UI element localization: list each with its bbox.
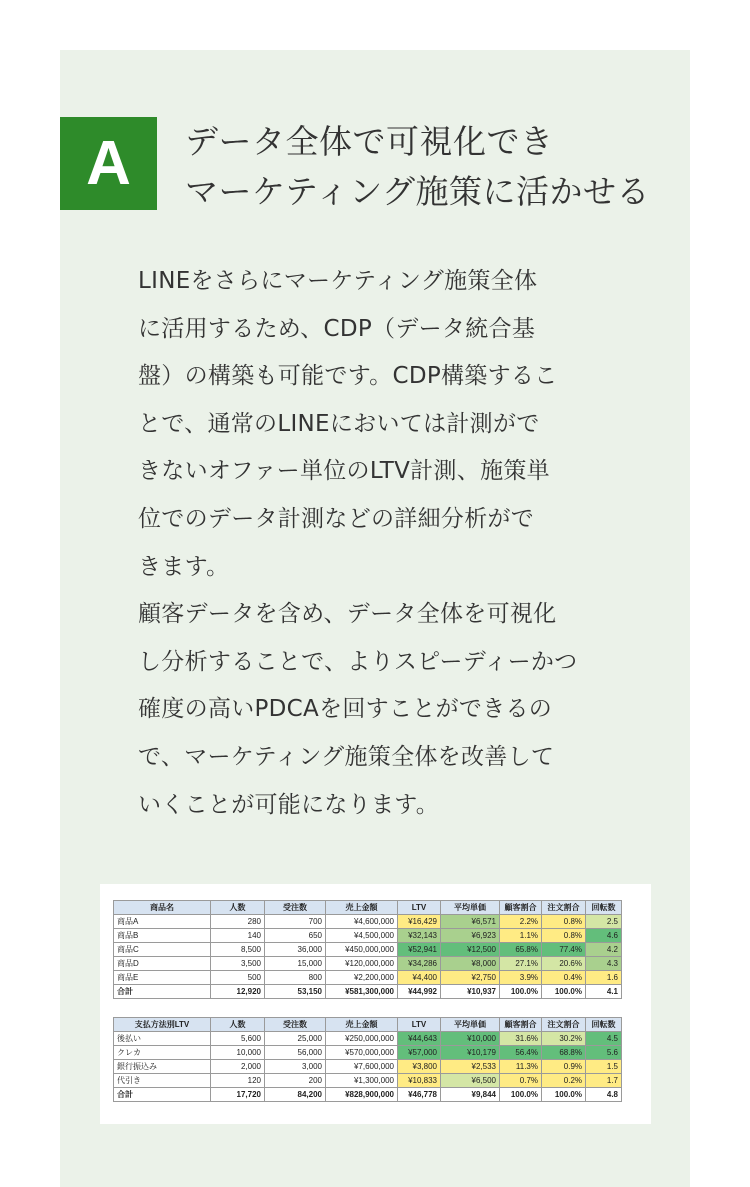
table-cell: 700 — [265, 915, 326, 929]
total-cell: 合計 — [114, 1088, 211, 1102]
table-cell: 68.8% — [542, 1046, 586, 1060]
table-header-row — [114, 901, 622, 915]
body-line: 盤）の構築も可能です。CDP構築するこ — [138, 363, 558, 390]
table-cell: 1.5 — [586, 1060, 622, 1074]
table-cell: ¥10,000 — [441, 1032, 500, 1046]
table-cell: 5,600 — [211, 1032, 265, 1046]
table-cell: 140 — [211, 929, 265, 943]
title-line-1: データ全体で可視化でき — [185, 122, 554, 161]
table-cell: 30.2% — [542, 1032, 586, 1046]
table-cell: 3,000 — [265, 1060, 326, 1074]
total-cell: 100.0% — [500, 1088, 542, 1102]
table-total-row — [114, 985, 622, 999]
section-title — [185, 117, 685, 217]
column-header: 回転数 — [586, 1018, 622, 1032]
product-ltv-table — [113, 900, 622, 999]
table-cell: 後払い — [114, 1032, 211, 1046]
table-row — [114, 943, 622, 957]
table-row — [114, 957, 622, 971]
total-cell: 4.1 — [586, 985, 622, 999]
table-cell: 0.4% — [542, 971, 586, 985]
column-header: 顧客割合 — [500, 1018, 542, 1032]
body-line: 位でのデータ計測などの詳細分析がで — [138, 505, 535, 532]
column-header: 人数 — [211, 1018, 265, 1032]
table-cell: ¥570,000,000 — [326, 1046, 398, 1060]
column-header: LTV — [398, 901, 441, 915]
table-cell: 5.6 — [586, 1046, 622, 1060]
table-cell: 4.2 — [586, 943, 622, 957]
total-cell: 4.8 — [586, 1088, 622, 1102]
column-header: 商品名 — [114, 901, 211, 915]
table-cell: 1.7 — [586, 1074, 622, 1088]
column-header: 受注数 — [265, 901, 326, 915]
table-cell: ¥6,500 — [441, 1074, 500, 1088]
table-cell: ¥32,143 — [398, 929, 441, 943]
table-cell: ¥4,400 — [398, 971, 441, 985]
section-badge: A — [60, 117, 157, 210]
table-cell: 銀行振込み — [114, 1060, 211, 1074]
table-row — [114, 1060, 622, 1074]
column-header: 平均単価 — [441, 901, 500, 915]
table-cell: ¥450,000,000 — [326, 943, 398, 957]
table-cell: ¥6,923 — [441, 929, 500, 943]
total-cell: 合計 — [114, 985, 211, 999]
table-cell: 280 — [211, 915, 265, 929]
table-cell: 商品B — [114, 929, 211, 943]
total-cell: ¥581,300,000 — [326, 985, 398, 999]
table-cell: ¥120,000,000 — [326, 957, 398, 971]
table-cell: 56.4% — [500, 1046, 542, 1060]
table-cell: ¥34,286 — [398, 957, 441, 971]
table-cell: 500 — [211, 971, 265, 985]
table-cell: 商品C — [114, 943, 211, 957]
table-cell: ¥44,643 — [398, 1032, 441, 1046]
title-line-2: マーケティング施策に活かせる — [185, 172, 651, 211]
table-cell: 11.3% — [500, 1060, 542, 1074]
body-text — [138, 258, 613, 829]
table-cell: ¥3,800 — [398, 1060, 441, 1074]
body-line: し分析することで、よりスピーディーかつ — [138, 648, 578, 675]
table-cell: ¥2,533 — [441, 1060, 500, 1074]
table-cell: 25,000 — [265, 1032, 326, 1046]
table-cell: ¥10,833 — [398, 1074, 441, 1088]
table-cell: ¥6,571 — [441, 915, 500, 929]
table-cell: 8,500 — [211, 943, 265, 957]
table-cell: 2.5 — [586, 915, 622, 929]
table-cell: 4.5 — [586, 1032, 622, 1046]
table-row — [114, 971, 622, 985]
total-cell: ¥44,992 — [398, 985, 441, 999]
table-cell: ¥1,300,000 — [326, 1074, 398, 1088]
column-header: 平均単価 — [441, 1018, 500, 1032]
column-header: 人数 — [211, 901, 265, 915]
total-cell: ¥10,937 — [441, 985, 500, 999]
body-line: LINEをさらにマーケティング施策全体 — [138, 268, 538, 294]
table-cell: 商品E — [114, 971, 211, 985]
table-cell: ¥250,000,000 — [326, 1032, 398, 1046]
column-header: 売上金額 — [326, 901, 398, 915]
body-line: 確度の高いPDCAを回すことができるの — [138, 696, 553, 723]
table-cell: クレカ — [114, 1046, 211, 1060]
table-cell: 800 — [265, 971, 326, 985]
table-cell: 650 — [265, 929, 326, 943]
body-line: きないオファー単位のLTV計測、施策単 — [138, 458, 550, 485]
payment-ltv-table — [113, 1017, 622, 1102]
total-cell: ¥9,844 — [441, 1088, 500, 1102]
table-cell: 1.1% — [500, 929, 542, 943]
table-cell: ¥8,000 — [441, 957, 500, 971]
column-header: 受注数 — [265, 1018, 326, 1032]
table-cell: 商品D — [114, 957, 211, 971]
total-cell: 12,920 — [211, 985, 265, 999]
table-cell: ¥16,429 — [398, 915, 441, 929]
table-cell: ¥4,600,000 — [326, 915, 398, 929]
table-cell: 商品A — [114, 915, 211, 929]
table-cell: 4.3 — [586, 957, 622, 971]
table-cell: 36,000 — [265, 943, 326, 957]
total-cell: 53,150 — [265, 985, 326, 999]
table-cell: 0.2% — [542, 1074, 586, 1088]
table-cell: 3,500 — [211, 957, 265, 971]
table-cell: 77.4% — [542, 943, 586, 957]
table-cell: 15,000 — [265, 957, 326, 971]
table-cell: 31.6% — [500, 1032, 542, 1046]
table-cell: 27.1% — [500, 957, 542, 971]
column-header: 回転数 — [586, 901, 622, 915]
table-cell: 0.7% — [500, 1074, 542, 1088]
table-cell: ¥12,500 — [441, 943, 500, 957]
table-cell: 0.9% — [542, 1060, 586, 1074]
table-row — [114, 1074, 622, 1088]
total-cell: 17,720 — [211, 1088, 265, 1102]
column-header: 支払方法別LTV — [114, 1018, 211, 1032]
spreadsheet-image — [100, 884, 651, 1124]
table-row — [114, 1046, 622, 1060]
total-cell: 100.0% — [500, 985, 542, 999]
table-row — [114, 1032, 622, 1046]
table-cell: ¥10,179 — [441, 1046, 500, 1060]
column-header: 顧客割合 — [500, 901, 542, 915]
total-cell: 100.0% — [542, 1088, 586, 1102]
total-cell: 100.0% — [542, 985, 586, 999]
body-line: 顧客データを含め、データ全体を可視化 — [138, 601, 557, 628]
body-line: で、マーケティング施策全体を改善して — [138, 743, 555, 770]
table-total-row — [114, 1088, 622, 1102]
body-line: とで、通常のLINEにおいては計測がで — [138, 410, 540, 437]
table-cell: 代引き — [114, 1074, 211, 1088]
table-cell: ¥52,941 — [398, 943, 441, 957]
column-header: 売上金額 — [326, 1018, 398, 1032]
table-cell: 2.2% — [500, 915, 542, 929]
table-header-row — [114, 1018, 622, 1032]
column-header: 注文割合 — [542, 901, 586, 915]
table-cell: ¥2,200,000 — [326, 971, 398, 985]
table-cell: 1.6 — [586, 971, 622, 985]
table-cell: ¥4,500,000 — [326, 929, 398, 943]
table-cell: 4.6 — [586, 929, 622, 943]
table-cell: 56,000 — [265, 1046, 326, 1060]
table-cell: 65.8% — [500, 943, 542, 957]
total-cell: 84,200 — [265, 1088, 326, 1102]
column-header: 注文割合 — [542, 1018, 586, 1032]
table-cell: 10,000 — [211, 1046, 265, 1060]
total-cell: ¥828,900,000 — [326, 1088, 398, 1102]
total-cell: ¥46,778 — [398, 1088, 441, 1102]
table-cell: 3.9% — [500, 971, 542, 985]
column-header: LTV — [398, 1018, 441, 1032]
table-cell: 120 — [211, 1074, 265, 1088]
table-cell: 200 — [265, 1074, 326, 1088]
table-cell: ¥57,000 — [398, 1046, 441, 1060]
body-line: に活用するため、CDP（データ統合基 — [138, 315, 536, 342]
table-row — [114, 929, 622, 943]
table-cell: 0.8% — [542, 929, 586, 943]
table-row — [114, 915, 622, 929]
body-line: いくことが可能になります。 — [138, 791, 440, 818]
table-cell: 2,000 — [211, 1060, 265, 1074]
table-cell: 20.6% — [542, 957, 586, 971]
table-cell: 0.8% — [542, 915, 586, 929]
body-line: きます。 — [138, 553, 230, 580]
table-cell: ¥2,750 — [441, 971, 500, 985]
table-cell: ¥7,600,000 — [326, 1060, 398, 1074]
